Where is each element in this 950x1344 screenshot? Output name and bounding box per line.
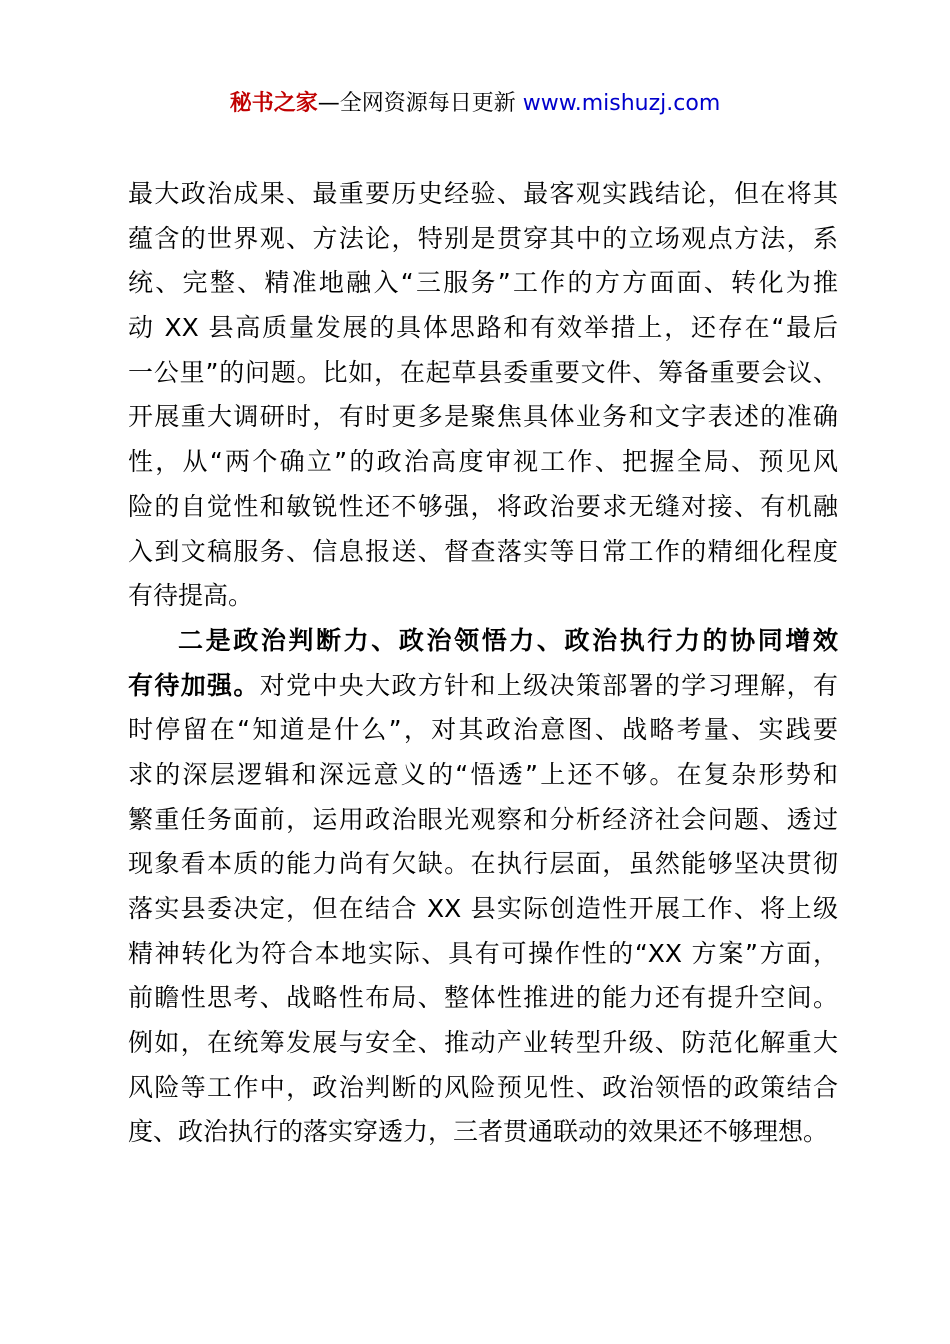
text-line: 最大政治成果、最重要历史经验、最客观实践结论，但在将其 xyxy=(128,179,838,208)
text-line: 蕴含的世界观、方法论，特别是贯穿其中的立场观点方法，系 xyxy=(128,223,838,253)
text-line: 现象看本质的能力尚有欠缺。在执行层面，虽然能够坚决贯彻 xyxy=(128,849,838,879)
brand-name: 秘书之家 xyxy=(229,91,318,116)
text-line: 繁重任务面前，运用政治眼光观察和分析经济社会问题、透过 xyxy=(128,804,838,834)
text-line: 时停留在“知道是什么”，对其政治意图、战略考量、实践要 xyxy=(128,715,838,745)
text-line: 前瞻性思考、战略性布局、整体性推进的能力还有提升空间。 xyxy=(128,983,838,1013)
text-line: 有待提高。 xyxy=(128,581,254,611)
text-line: 一公里”的问题。比如，在起草县委重要文件、筹备重要会议、 xyxy=(128,357,838,387)
text-line: 风险等工作中，政治判断的风险预见性、政治领悟的政策结合 xyxy=(128,1072,838,1102)
text-line: 险的自觉性和敏锐性还不够强，将政治要求无缝对接、有机融 xyxy=(128,491,838,521)
text-line: 度、政治执行的落实穿透力，三者贯通联动的效果还不够理想。 xyxy=(128,1117,829,1147)
document-body xyxy=(128,172,838,1155)
text-line: 性，从“两个确立”的政治高度审视工作、把握全局、预见风 xyxy=(128,447,838,477)
text-line: 开展重大调研时，有时更多是聚焦具体业务和文字表述的准确 xyxy=(128,402,838,432)
section-heading-end: 有待加强。 xyxy=(128,670,260,700)
section-heading: 二是政治判断力、政治领悟力、政治执行力的协同增效 xyxy=(178,625,838,655)
text-line: 求的深层逻辑和深远意义的“悟透”上还不够。在复杂形势和 xyxy=(128,759,838,789)
text-line: 落实县委决定，但在结合 XX 县实际创造性开展工作、将上级 xyxy=(128,894,838,923)
text-run: 对党中央大政方针和上级决策部署的学习理解，有 xyxy=(259,670,838,700)
paragraph-2 xyxy=(128,619,838,1155)
paragraph-1 xyxy=(128,172,838,619)
text-line: 入到文稿服务、信息报送、督查落实等日常工作的精细化程度 xyxy=(128,536,838,566)
header-tagline: —全网资源每日更新 xyxy=(317,91,523,116)
site-url-link[interactable]: www.mishuzj.com xyxy=(522,91,721,116)
text-line: 精神转化为符合本地实际、具有可操作性的“XX 方案”方面， xyxy=(128,938,838,968)
text-line xyxy=(128,664,838,709)
text-line: 例如，在统筹发展与安全、推动产业转型升级、防范化解重大 xyxy=(128,1028,838,1058)
text-line: 动 XX 县高质量发展的具体思路和有效举措上，还存在“最后 xyxy=(128,313,838,343)
text-line: 统、完整、精准地融入“三服务”工作的方方面面、转化为推 xyxy=(128,268,838,298)
page-header xyxy=(0,88,950,120)
